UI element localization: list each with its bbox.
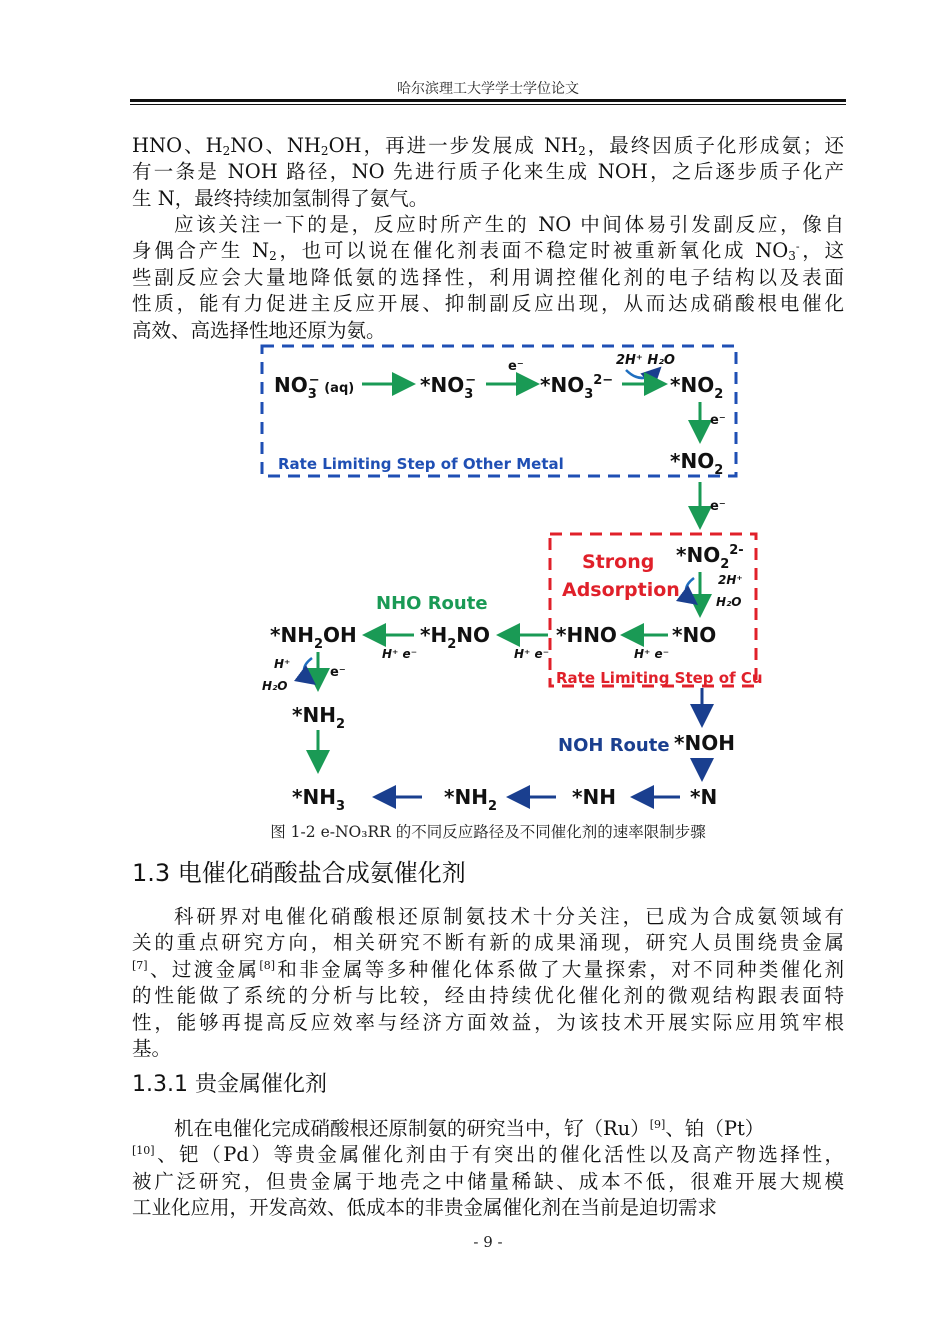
para4-line-2: [10]、钯（Pd）等贵金属催化剂由于有突出的催化活性以及高产物选择性， xyxy=(132,1143,844,1167)
paragraph-2 xyxy=(132,212,844,344)
paragraph-3 xyxy=(132,904,844,1062)
header-rule-thin xyxy=(130,104,846,105)
species-no3-2: $*NO_3^{2-}$ xyxy=(540,373,614,402)
label-e-2: e⁻ xyxy=(710,413,726,428)
para2-line-4: 性质，能有力促进主反应开展、抑制副反应出现，从而达成硝酸根电催化 xyxy=(132,292,844,316)
nho-route-label: NHO Route xyxy=(376,593,488,614)
para3-line-6: 基。 xyxy=(132,1036,172,1060)
label-e-4: e⁻ xyxy=(330,665,346,680)
label-he-1: H⁺ e⁻ xyxy=(634,647,670,661)
para1-line-2: 有一条是 NOH 路径，NO 先进行质子化来生成 NOH，之后逐步质子化产 xyxy=(132,160,844,184)
para3-line-2: 关的重点研究方向，相关研究不断有新的成果涌现，研究人员围绕贵金属 xyxy=(132,931,844,955)
para3-line-4: 的性能做了系统的分析与比较，经由持续优化催化剂的微观结构跟表面特 xyxy=(132,984,844,1008)
paragraph-1 xyxy=(132,133,844,212)
label-he-3: H⁺ e⁻ xyxy=(382,647,418,661)
adsorption-label: Adsorption xyxy=(562,579,680,601)
species-nh3: $*NH_3$ xyxy=(292,785,345,814)
label-2h-h2o: 2H⁺ H₂O xyxy=(616,353,675,368)
species-no: *NO xyxy=(672,623,717,647)
para4-line-4: 工业化应用，开发高效、低成本的非贵金属催化剂在当前是迫切需求 xyxy=(132,1196,718,1220)
species-nh2-b: $*NH_2$ xyxy=(444,785,497,814)
label-he-2: H⁺ e⁻ xyxy=(514,647,550,661)
para3-line-1: 科研界对电催化硝酸根还原制氨技术十分关注，已成为合成氨领域有 xyxy=(174,905,844,928)
para4-line-3: 被广泛研究，但贵金属于地壳之中储量稀缺、成本不低，很难开展大规模 xyxy=(132,1169,844,1193)
species-hno: *HNO xyxy=(556,623,617,647)
section-heading-1-3: 1.3 电催化硝酸盐合成氨催化剂 xyxy=(132,859,466,887)
species-no2-b: $*NO_2$ xyxy=(670,449,724,478)
running-header: 哈尔滨理工大学学士学位论文 xyxy=(397,81,579,97)
para3-line-5: 性，能够再提高反应效率与经济方面效益，为该技术开展实际应用筑牢根 xyxy=(132,1010,844,1034)
figure-caption: 图 1-2 e-NO₃RR 的不同反应路径及不同催化剂的速率限制步骤 xyxy=(270,823,706,841)
species-nh2-a: $*NH_2$ xyxy=(292,703,345,732)
curved-arrow-top xyxy=(626,370,658,378)
species-no2-a: $*NO_2$ xyxy=(670,373,724,402)
label-2h: 2H⁺ xyxy=(718,573,743,587)
reaction-pathway-diagram xyxy=(250,340,770,815)
noh-route-label: NOH Route xyxy=(558,735,670,756)
para2-line-2: 身偶合产生 $N_2$，也可以说在催化剂表面不稳定时被重新氧化成 $NO_3^-$，这 xyxy=(132,239,844,264)
curved-arrow-left xyxy=(304,658,312,682)
header-rule-thick xyxy=(130,99,846,102)
cu-rls-label: Rate Limiting Step of Cu xyxy=(556,669,763,687)
species-n: *N xyxy=(690,785,718,809)
page-number: - 9 - xyxy=(473,1233,503,1251)
label-h2o-left: H₂O xyxy=(262,679,288,693)
para1-line-1: HNO、$H_2NO$、$NH_2OH$，再进一步发展成 $NH_2$，最终因质子化形成氨；还 xyxy=(132,134,844,158)
species-noh: *NOH xyxy=(674,731,735,755)
species-nh: *NH xyxy=(572,785,616,809)
species-no3-aq: $NO_3- _{(aq)}$ xyxy=(274,373,355,402)
species-no2-c: $*NO_2^{2-}$ xyxy=(676,543,744,572)
label-h-left: H⁺ xyxy=(274,657,291,671)
species-h2no: $*H_2NO$ xyxy=(420,623,490,652)
strong-label: Strong xyxy=(582,551,655,573)
para2-line-5: 高效、高选择性地还原为氨。 xyxy=(132,318,386,342)
species-no3-ads: $*NO_3-$ xyxy=(420,373,477,402)
paragraph-4 xyxy=(132,1116,844,1222)
label-h2o-right: H₂O xyxy=(716,595,742,609)
para3-line-3: [7]、过渡金属[8]和非金属等多种催化体系做了大量探索，对不同种类催化剂 xyxy=(132,957,844,981)
label-e-1: e⁻ xyxy=(508,359,524,374)
curved-arrow-right xyxy=(686,578,694,602)
label-e-3: e⁻ xyxy=(710,499,726,514)
para4-line-1: 机在电催化完成硝酸根还原制氨的研究当中，钌（Ru）[9]、铂（Pt） xyxy=(174,1117,765,1140)
species-nh2oh: $*NH_2OH$ xyxy=(270,623,357,652)
section-heading-1-3-1: 1.3.1 贵金属催化剂 xyxy=(132,1072,327,1097)
other-metal-rls-label: Rate Limiting Step of Other Metal xyxy=(278,455,564,473)
para2-line-1: 应该关注一下的是，反应时所产生的 NO 中间体易引发副反应，像自 xyxy=(174,213,844,236)
para1-line-3: 生 N，最终持续加氢制得了氨气。 xyxy=(132,186,429,210)
para2-line-3: 些副反应会大量地降低氨的选择性，利用调控催化剂的电子结构以及表面 xyxy=(132,265,844,289)
